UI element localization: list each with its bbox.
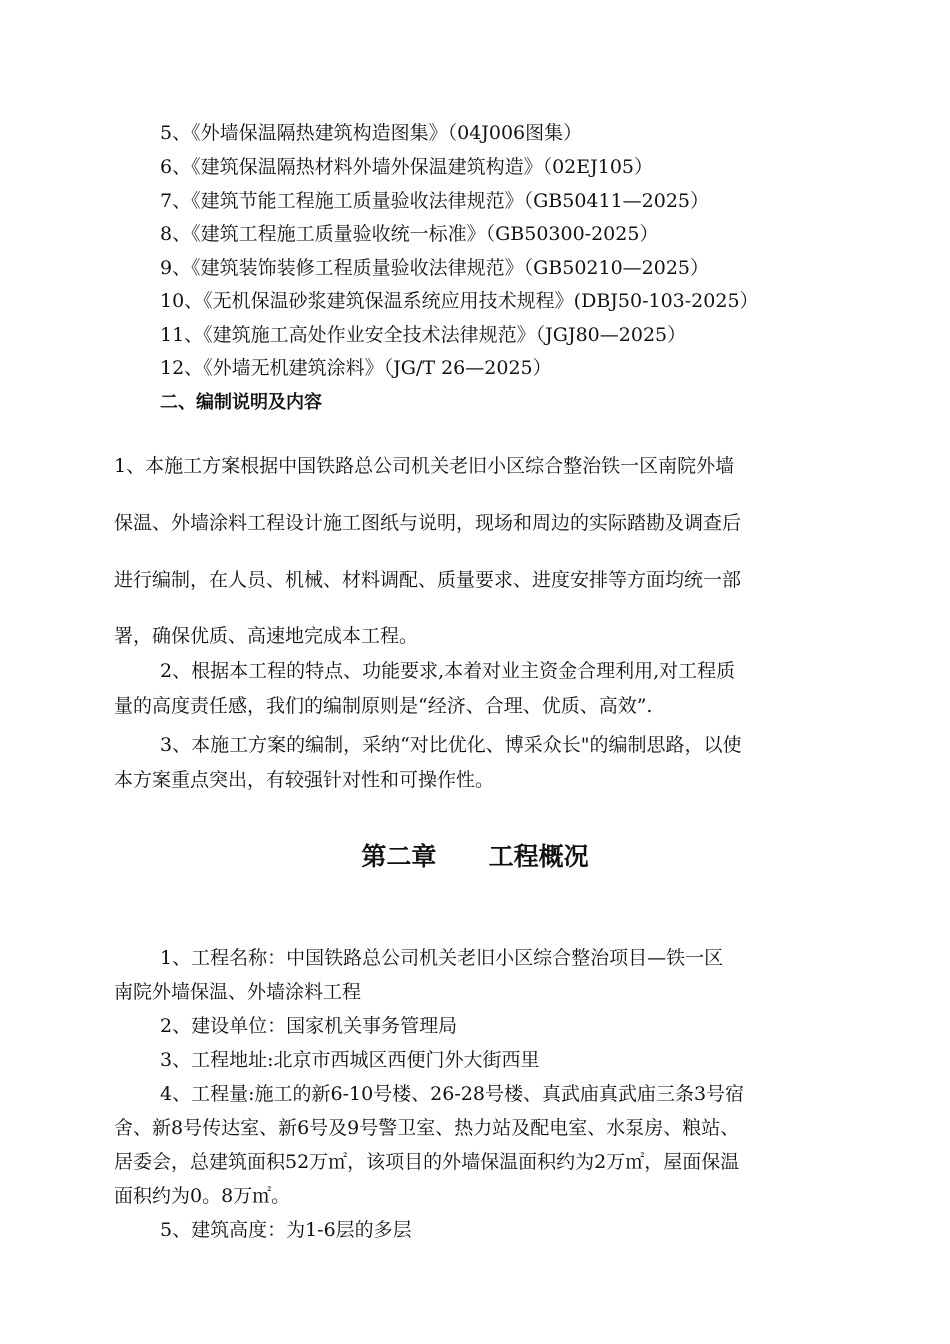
paragraph-line: 量的高度责任感，我们的编制原则是“经济、合理、优质、高效”.: [114, 695, 653, 717]
paragraph-line: 本方案重点突出，有较强针对性和可操作性。: [114, 769, 495, 791]
paragraph-line: 1、本施工方案根据中国铁路总公司机关老旧小区综合整治铁一区南院外墙: [114, 455, 735, 477]
reference-item: 11、《建筑施工高处作业安全技术法律规范》（JGJ80—2025）: [160, 324, 687, 346]
overview-line: 1、工程名称：中国铁路总公司机关老旧小区综合整治项目—铁一区: [160, 947, 724, 969]
reference-item: 8、《建筑工程施工质量验收统一标准》（GB50300-2025）: [160, 223, 659, 245]
section-heading: 二、编制说明及内容: [160, 392, 322, 413]
reference-item: 9、《建筑装饰装修工程质量验收法律规范》（GB50210—2025）: [160, 257, 710, 279]
paragraph-line: 进行编制，在人员、机械、材料调配、质量要求、进度安排等方面均统一部: [114, 569, 742, 591]
paragraph-line: 保温、外墙涂料工程设计施工图纸与说明，现场和周边的实际踏勘及调查后: [114, 512, 742, 534]
overview-line: 2、建设单位：国家机关事务管理局: [160, 1015, 458, 1037]
overview-line: 5、建筑高度：为1-6层的多层: [160, 1219, 412, 1241]
reference-item: 12、《外墙无机建筑涂料》（JG/T 26—2025）: [160, 357, 552, 379]
overview-line: 3、工程地址:北京市西城区西便门外大街西里: [160, 1049, 540, 1071]
chapter-title: 第二章 工程概况: [361, 842, 589, 871]
reference-item: 5、《外墙保温隔热建筑构造图集》（04J006图集）: [160, 122, 583, 144]
overview-line: 4、工程量:施工的新6-10号楼、26-28号楼、真武庙真武庙三条3号宿: [160, 1083, 745, 1105]
overview-line: 舍、新8号传达室、新6号及9号警卫室、热力站及配电室、水泵房、粮站、: [114, 1117, 740, 1139]
reference-item: 10、《无机保温砂浆建筑保温系统应用技术规程》(DBJ50-103-2025）: [160, 290, 759, 312]
overview-line: 面积约为0。8万㎡。: [114, 1185, 291, 1207]
reference-item: 6、《建筑保温隔热材料外墙外保温建筑构造》（02EJ105）: [160, 156, 654, 178]
paragraph-line: 署，确保优质、高速地完成本工程。: [114, 625, 419, 647]
paragraph-line: 3、本施工方案的编制，采纳“对比优化、博采众长"的编制思路，以使: [160, 734, 742, 756]
reference-item: 7、《建筑节能工程施工质量验收法律规范》（GB50411—2025）: [160, 190, 710, 212]
overview-line: 南院外墙保温、外墙涂料工程: [114, 981, 362, 1003]
overview-line: 居委会，总建筑面积52万㎡，该项目的外墙保温面积约为2万㎡，屋面保温: [114, 1151, 740, 1173]
paragraph-line: 2、根据本工程的特点、功能要求,本着对业主资金合理利用,对工程质: [160, 660, 736, 682]
